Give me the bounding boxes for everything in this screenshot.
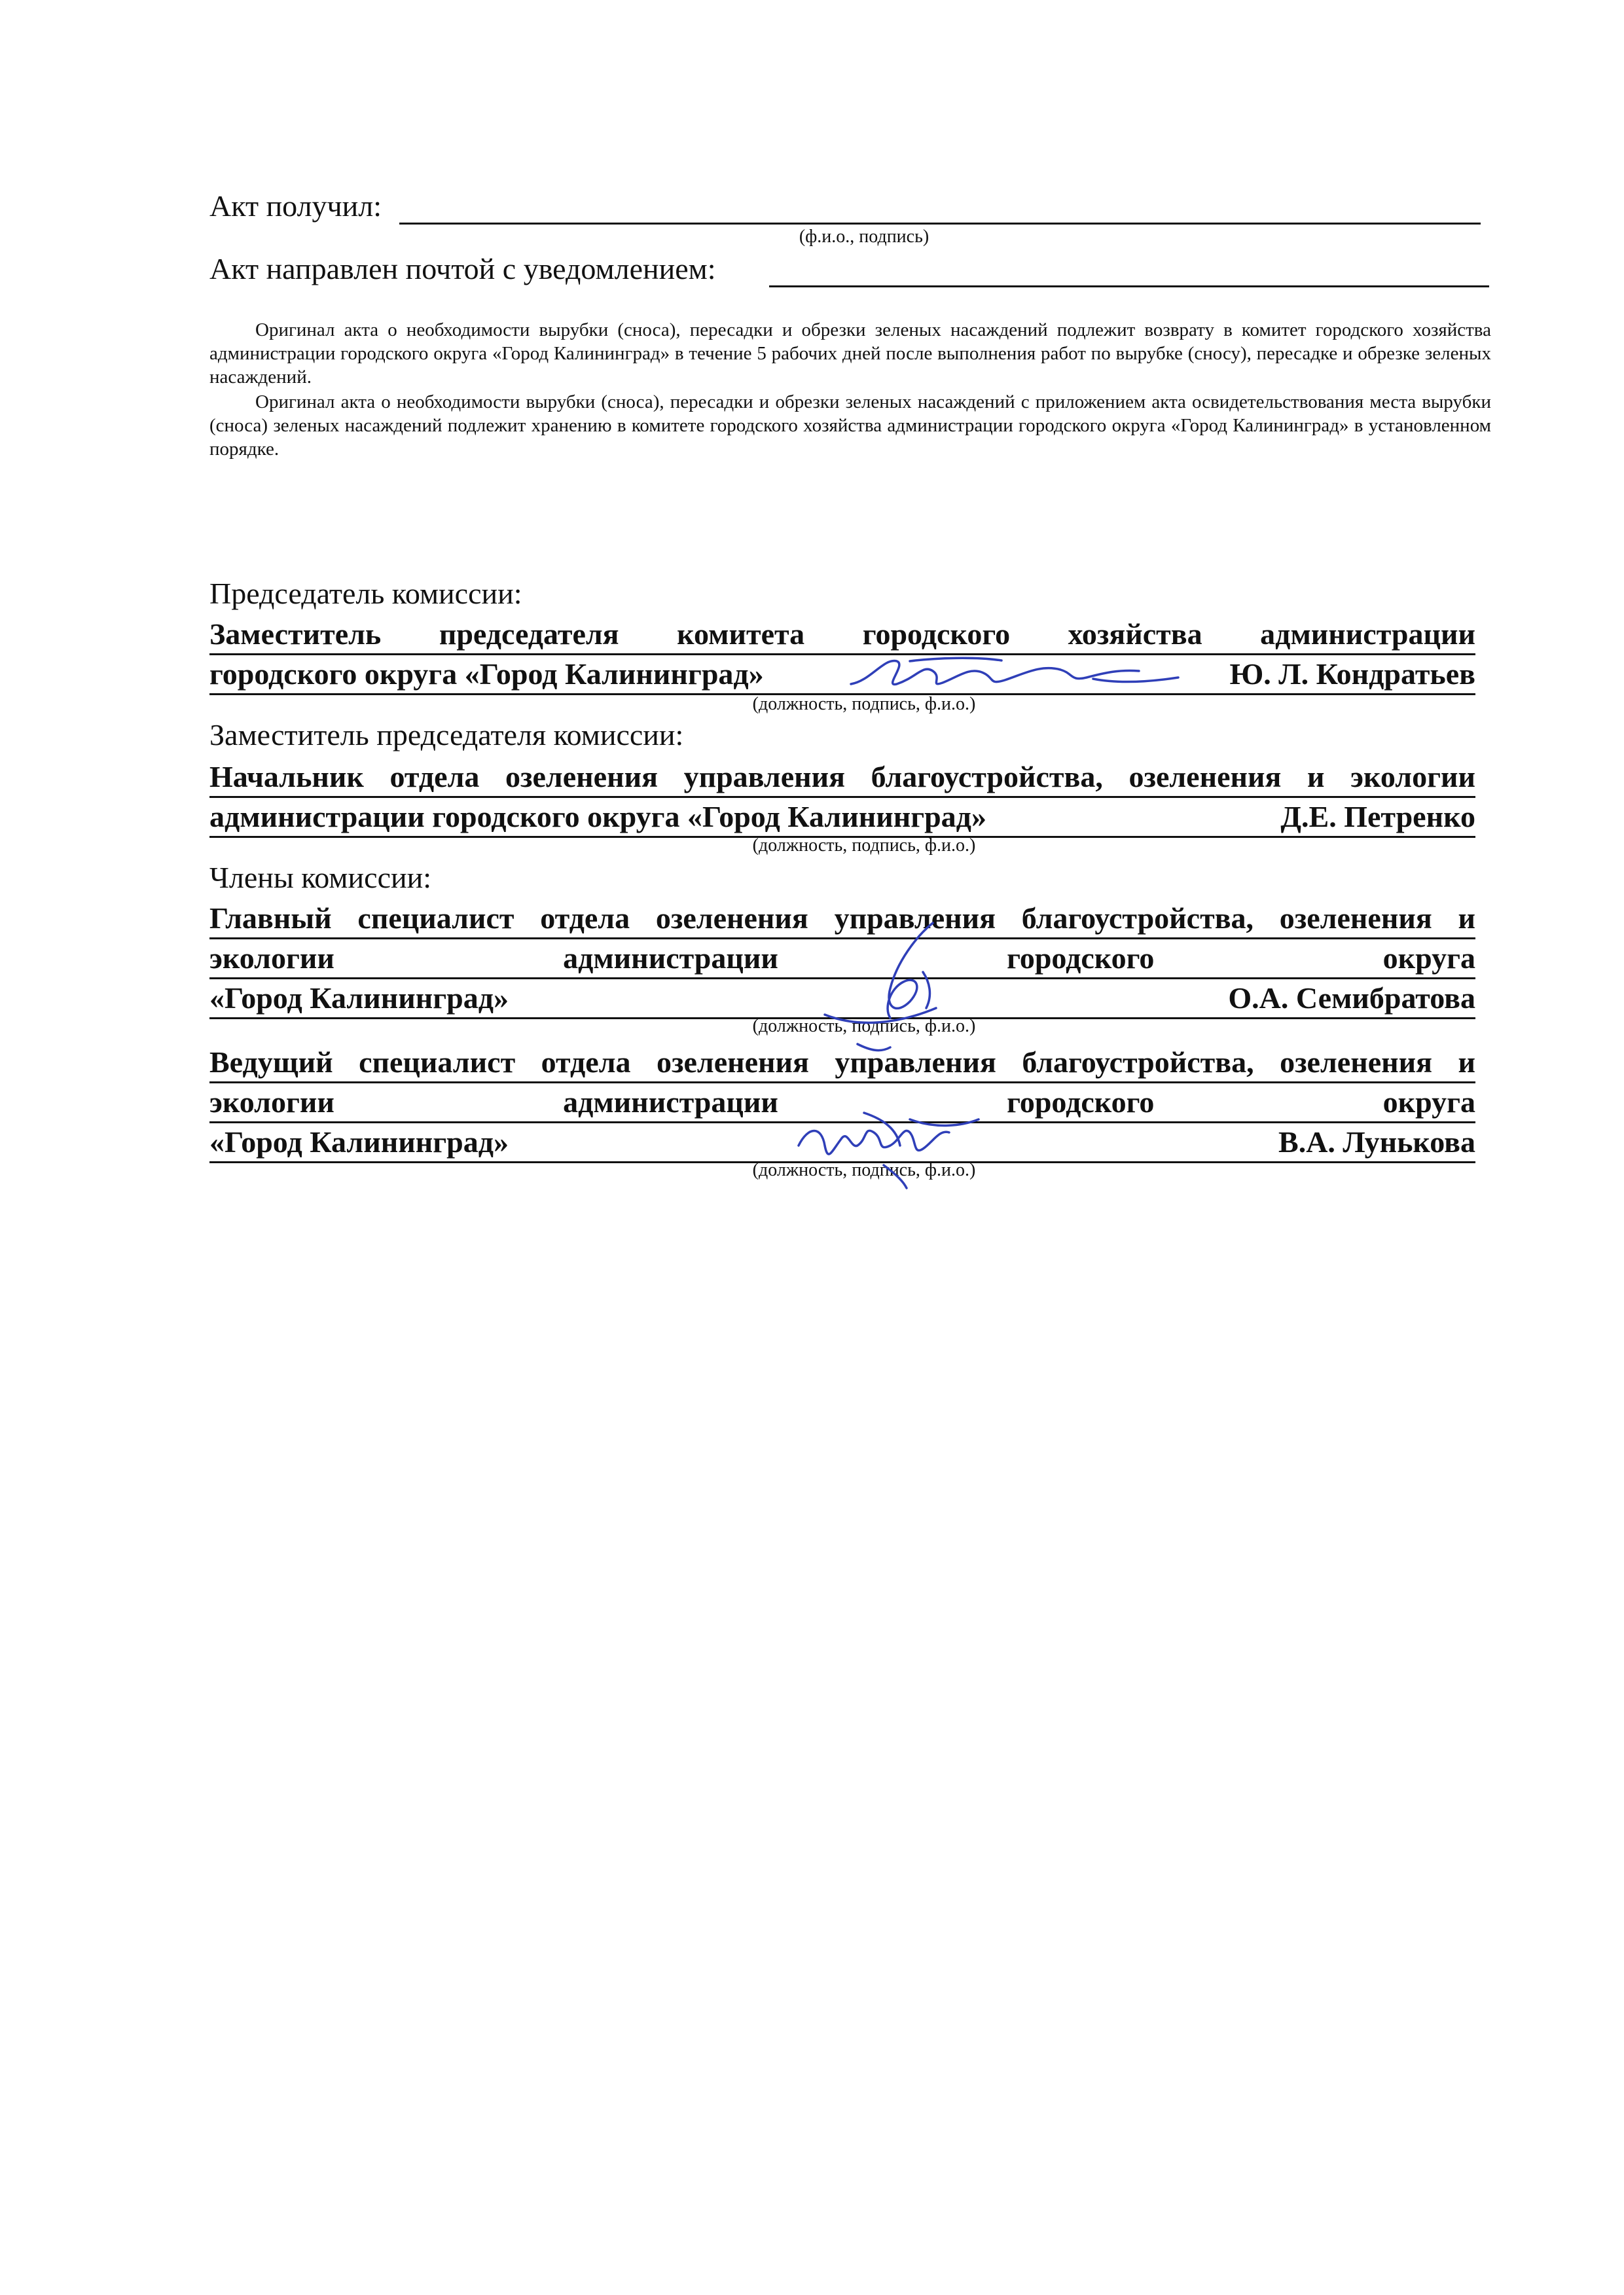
member2-word: городского	[1007, 1085, 1155, 1119]
deputy-name: Д.Е. Петренко	[1280, 800, 1475, 833]
act-sent-line	[769, 285, 1489, 287]
member1-word: округа	[1382, 941, 1475, 975]
member2-word: экологии	[209, 1085, 334, 1119]
member2-caption: (должность, подпись, ф.и.о.)	[752, 1160, 976, 1180]
member1-signature	[818, 910, 988, 1060]
member1-word: администрации	[563, 941, 778, 975]
chair-heading: Председатель комиссии:	[209, 577, 522, 610]
chair-block	[209, 615, 1475, 695]
deputy-caption: (должность, подпись, ф.и.о.)	[752, 835, 976, 856]
chair-position-line2	[209, 655, 1475, 695]
chair-name: Ю. Л. Кондратьев	[1229, 657, 1475, 691]
chair-word: председателя	[439, 617, 619, 651]
members-heading: Члены комиссии:	[209, 861, 432, 894]
act-received-caption: (ф.и.о., подпись)	[799, 226, 929, 247]
member2-word: округа	[1382, 1085, 1475, 1119]
note-paragraph-1: Оригинал акта о необходимости вырубки (сноса), пересадки и обрезки зеленых насаждений подлежит возврату в комитет городского хозяйства администрации городского округа «Город Калининград» в течение 5 рабочих дней после выполнения работ по вырубке (сносу), пересадке и обрезке зеленых насаждений.	[209, 319, 1491, 388]
member1-position-text1: Главный специалист отдела озеленения управления благоустройства, озеленения и	[209, 899, 1475, 939]
member2-position-text3: «Город Калининград»	[209, 1125, 509, 1159]
deputy-position-text1: Начальник отдела озеленения управления благоустройства, озеленения и экологии	[209, 758, 1475, 798]
deputy-position-text2: администрации городского округа «Город Калининград»	[209, 800, 986, 833]
deputy-position-line2	[209, 798, 1475, 838]
deputy-block	[209, 758, 1475, 838]
chair-position-line1	[209, 615, 1475, 655]
member1-word: экологии	[209, 941, 334, 975]
chair-caption: (должность, подпись, ф.и.о.)	[752, 694, 976, 714]
member1-name: О.А. Семибратова	[1228, 981, 1475, 1015]
chair-word: Заместитель	[209, 617, 382, 651]
member2-name: В.А. Лунькова	[1278, 1125, 1475, 1159]
note-paragraph-2: Оригинал акта о необходимости вырубки (сноса), пересадки и обрезки зеленых насаждений с приложением акта освидетельствования места вырубки (сноса) зеленых насаждений подлежит хранению в комитете городского хозяйства администрации городского округа «Город Калининград» в установленном порядке.	[209, 391, 1491, 460]
chair-word: администрации	[1260, 617, 1475, 651]
act-sent-label: Акт направлен почтой с уведомлением:	[209, 252, 716, 285]
chair-position-text: городского округа «Город Калининград»	[209, 657, 764, 691]
member1-word: городского	[1007, 941, 1155, 975]
member1-position-text3: «Город Калининград»	[209, 981, 509, 1015]
act-received-label: Акт получил:	[209, 189, 382, 223]
act-received-line	[399, 223, 1481, 225]
member2-signature	[785, 1100, 982, 1191]
chair-word: комитета	[677, 617, 805, 651]
member2-position-text1: Ведущий специалист отдела озеленения управления благоустройства, озеленения и	[209, 1043, 1475, 1083]
chair-word: городского	[862, 617, 1011, 651]
member2-line1	[209, 1043, 1475, 1083]
chair-word: хозяйства	[1068, 617, 1202, 651]
chair-signature	[844, 638, 1185, 704]
deputy-heading: Заместитель председателя комиссии:	[209, 718, 684, 751]
deputy-position-line1	[209, 758, 1475, 798]
member2-word: администрации	[563, 1085, 778, 1119]
member1-caption: (должность, подпись, ф.и.о.)	[752, 1016, 976, 1036]
